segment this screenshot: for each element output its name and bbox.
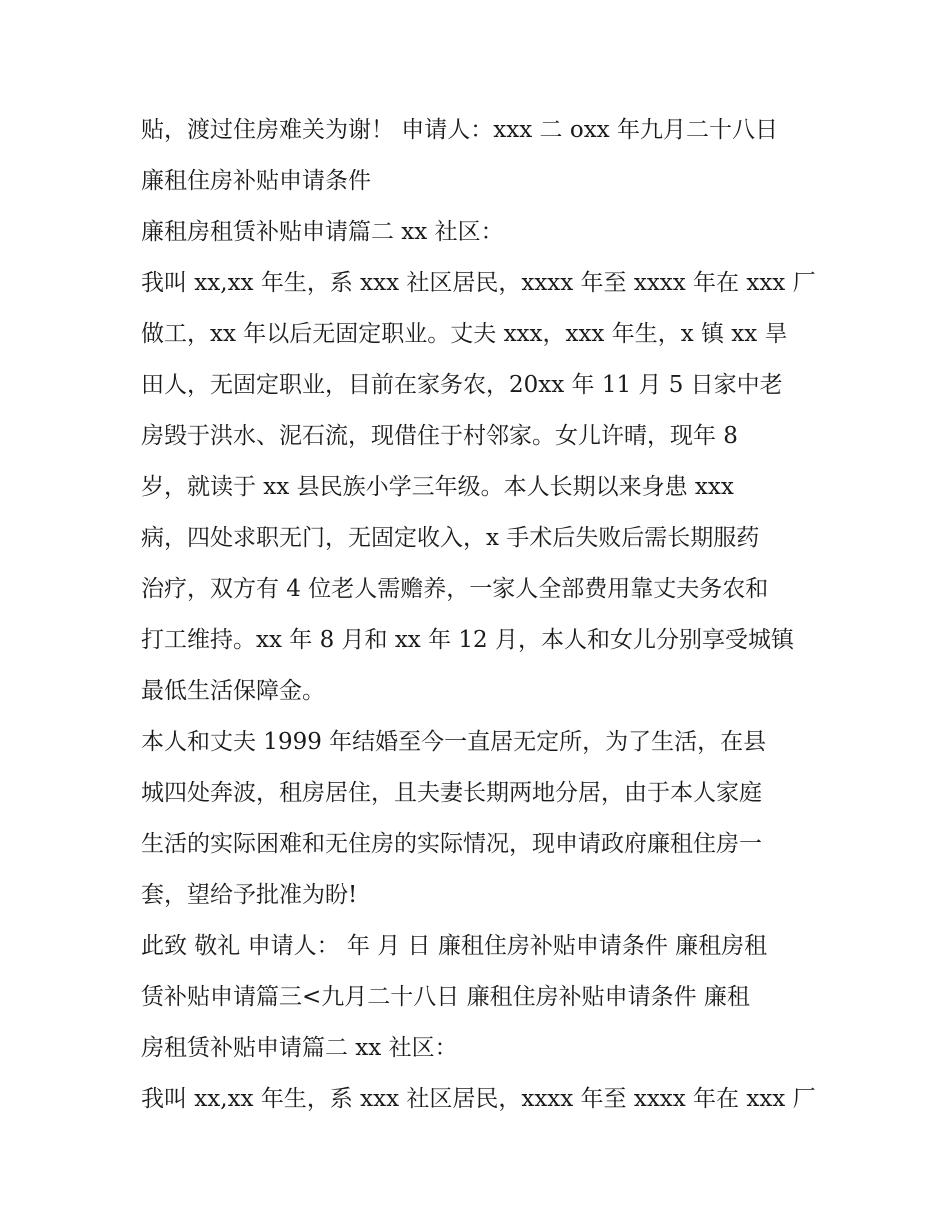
text-line: 治疗，双方有 4 位老人需赡养，一家人全部费用靠丈夫务农和 (141, 576, 769, 602)
text-line: 最低生活保障金。 (141, 678, 325, 704)
text-line: 房毁于洪水、泥石流，现借住于村邻家。女儿许晴，现年 8 (141, 423, 738, 449)
text-line: 我叫 xx,xx 年生，系 xxx 社区居民，xxxx 年至 xxxx 年在 xxx 厂 (141, 1086, 816, 1112)
document-body (141, 105, 821, 1125)
text-line: 生活的实际困难和无住房的实际情况，现申请政府廉租住房一 (141, 831, 762, 857)
text-line: 本人和丈夫 1999 年结婚至今一直居无定所，为了生活，在县 (141, 729, 767, 755)
text-line: 贴，渡过住房难关为谢！ 申请人：xxx 二 oxx 年九月二十八日 (141, 117, 778, 143)
text-line: 赁补贴申请篇三<九月二十八日 廉租住房补贴申请条件 廉租 (141, 984, 750, 1010)
text-line: 房租赁补贴申请篇二 xx 社区： (141, 1035, 458, 1061)
text-line: 病，四处求职无门，无固定收入，x 手术后失败后需长期服药 (141, 525, 760, 551)
text-line: 田人，无固定职业，目前在家务农，20xx 年 11 月 5 日家中老 (141, 372, 783, 398)
text-line: 廉租房租赁补贴申请篇二 xx 社区： (141, 219, 504, 245)
text-line: 此致 敬礼 申请人： 年 月 日 廉租住房补贴申请条件 廉租房租 (141, 933, 768, 959)
text-line: 做工，xx 年以后无固定职业。丈夫 xxx，xxx 年生，x 镇 xx 旱 (141, 321, 788, 347)
text-line: 我叫 xx,xx 年生，系 xxx 社区居民，xxxx 年至 xxxx 年在 xxx 厂 (141, 270, 816, 296)
text-line: 打工维持。xx 年 8 月和 xx 年 12 月，本人和女儿分别享受城镇 (141, 627, 794, 653)
text-line: 城四处奔波，租房居住，且夫妻长期两地分居，由于本人家庭 (141, 780, 762, 806)
text-line: 廉租住房补贴申请条件 (141, 168, 371, 194)
text-line: 套，望给予批准为盼! (141, 882, 358, 908)
text-line: 岁，就读于 xx 县民族小学三年级。本人长期以来身患 xxx (141, 474, 734, 500)
